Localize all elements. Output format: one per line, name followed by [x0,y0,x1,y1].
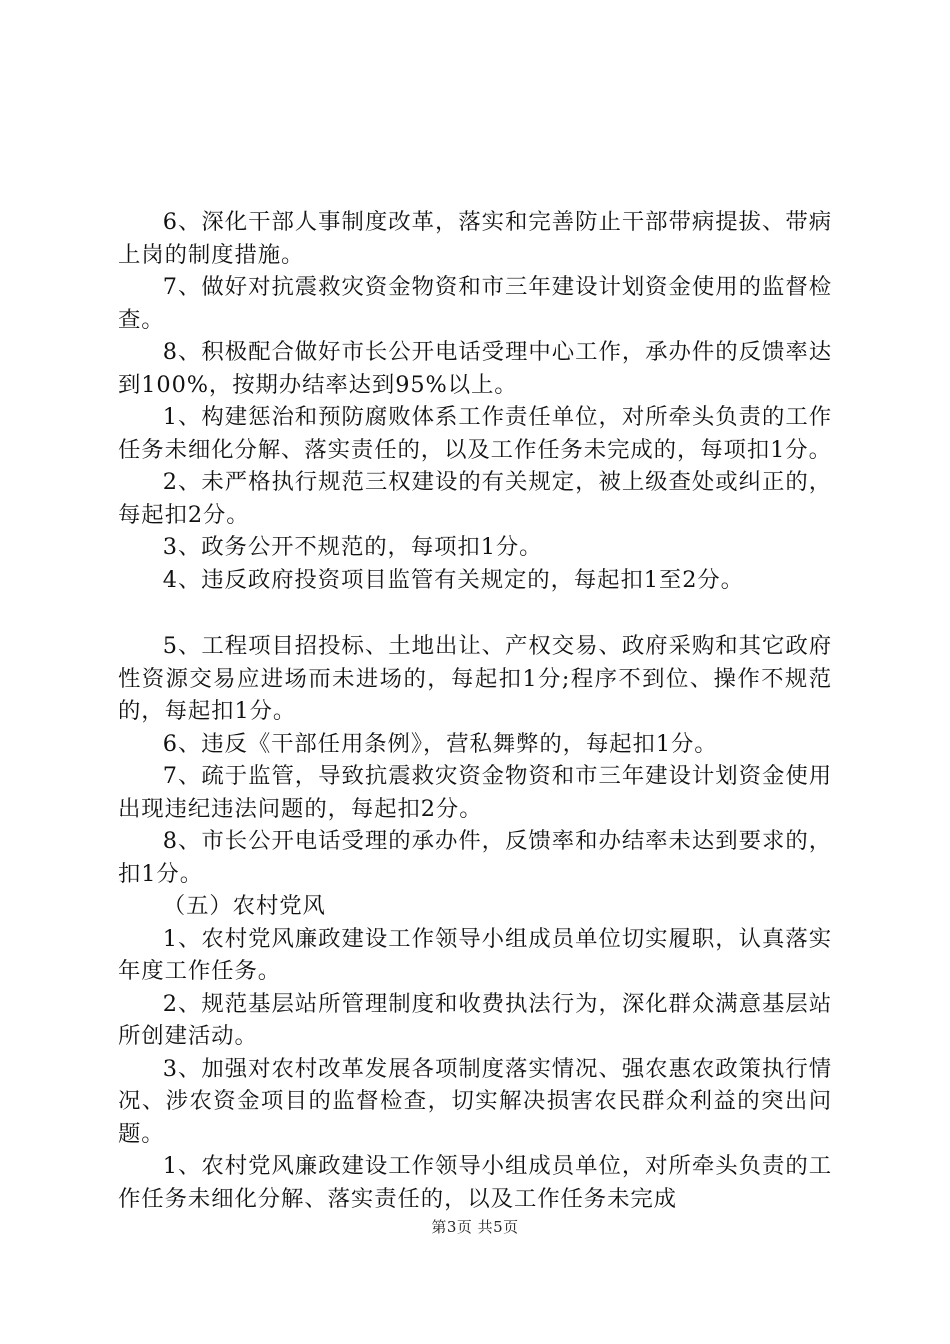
paragraph: 8、市长公开电话受理的承办件，反馈率和办结率未达到要求的，扣1分。 [118,828,832,887]
paragraph: 2、未严格执行规范三权建设的有关规定，被上级查处或纠正的，每起扣2分。 [118,469,832,528]
document-body [118,206,832,1215]
paragraph: 1、构建惩治和预防腐败体系工作责任单位，对所牵头负责的工作任务未细化分解、落实责任的，以及工作任务未完成的，每项扣1分。 [118,404,832,463]
section-heading: （五）农村党风 [162,893,326,919]
paragraph: 5、工程项目招投标、土地出让、产权交易、政府采购和其它政府性资源交易应进场而未进场的，每起扣1分;程序不到位、操作不规范的，每起扣1分。 [118,633,832,724]
paragraph: 6、深化干部人事制度改革，落实和完善防止干部带病提拔、带病上岗的制度措施。 [118,209,832,268]
paragraph: 7、做好对抗震救灾资金物资和市三年建设计划资金使用的监督检查。 [118,274,832,333]
page-number-footer: 第3页 共5页 [431,1218,519,1236]
paragraph: 1、农村党风廉政建设工作领导小组成员单位切实履职，认真落实年度工作任务。 [118,925,832,984]
paragraph: 6、违反《干部任用条例》，营私舞弊的，每起扣1分。 [162,730,718,757]
paragraph: 3、加强对农村改革发展各项制度落实情况、强农惠农政策执行情况、涉农资金项目的监督检查，切实解决损害农民群众利益的突出问题。 [118,1055,832,1147]
paragraph: 7、疏于监管，导致抗震救灾资金物资和市三年建设计划资金使用出现违纪违法问题的，每起扣2分。 [118,763,832,822]
paragraph: 3、政务公开不规范的，每项扣1分。 [162,534,543,560]
paragraph: 4、违反政府投资项目监管有关规定的，每起扣1至2分。 [162,566,744,593]
paragraph: 2、规范基层站所管理制度和收费执法行为，深化群众满意基层站所创建活动。 [118,990,832,1049]
paragraph: 1、农村党风廉政建设工作领导小组成员单位，对所牵头负责的工作任务未细化分解、落实责任的，以及工作任务未完成 [118,1153,832,1212]
paragraph-spacer [118,596,832,630]
paragraph: 8、积极配合做好市长公开电话受理中心工作，承办件的反馈率达到100%，按期办结率达到95%以上。 [118,339,832,398]
